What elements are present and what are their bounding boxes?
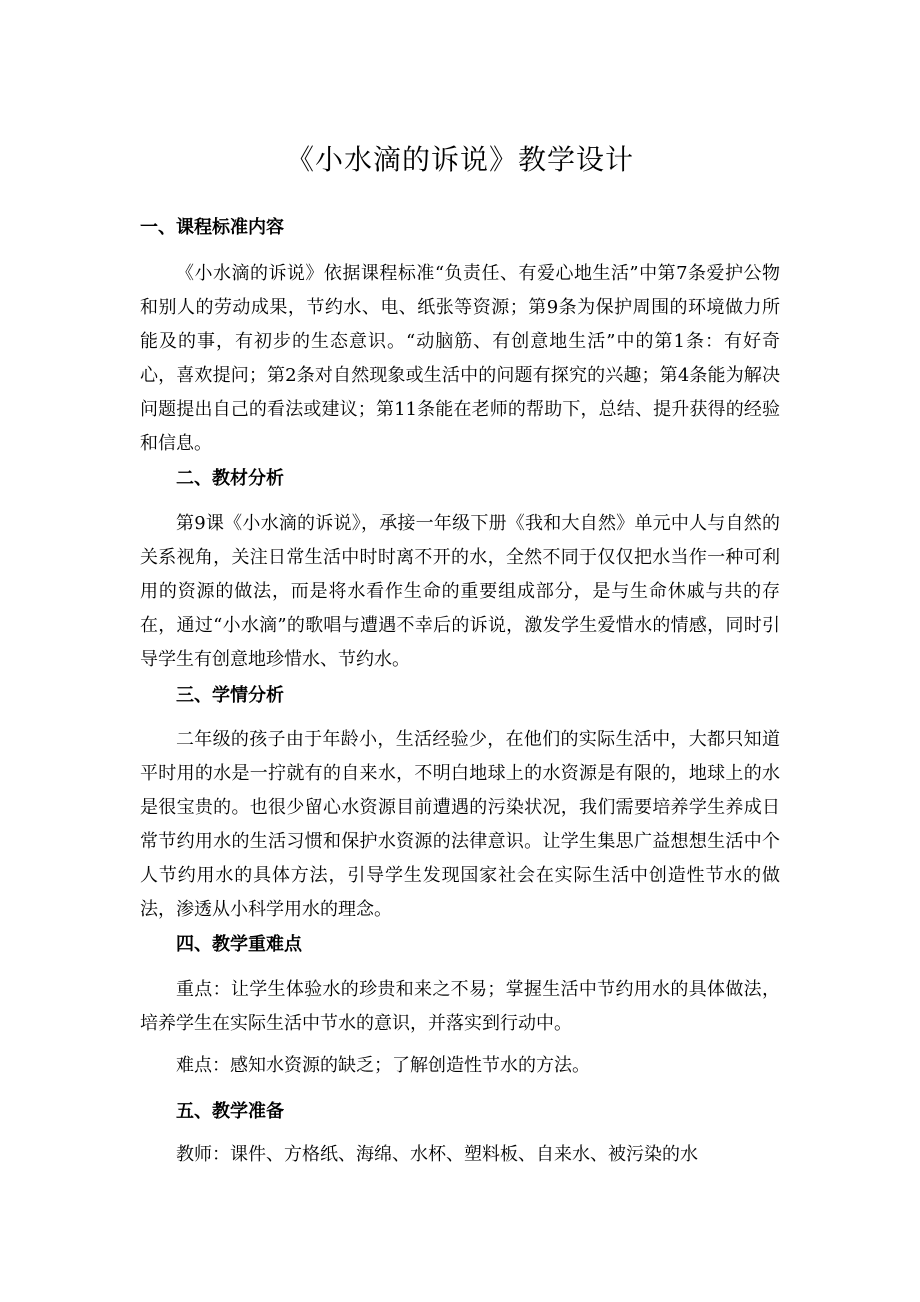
section-heading-standards: 一、课程标准内容 xyxy=(140,217,284,238)
section-heading-student-analysis: 三、学情分析 xyxy=(176,685,284,706)
section-paragraph-difficult-points: 难点：感知水资源的缺乏；了解创造性节水的方法。 xyxy=(176,1055,590,1076)
document-title: 《小水滴的诉说》教学设计 xyxy=(285,143,634,176)
section-heading-key-points: 四、教学重难点 xyxy=(176,934,302,955)
section-heading-preparation: 五、教学准备 xyxy=(176,1101,284,1122)
section-paragraph-student-analysis: 二年级的孩子由于年龄小，生活经验少，在他们的实际生活中，大都只知道平时用的水是一拧就有的自来水，不明白地球上的水资源是有限的，地球上的水是很宝贵的。也很少留心水资源目前遭遇的污染状况，我们需要培养学生养成日常节约用水的生活习惯和保护水资源的法律意识。让学生集思广益想想生活中个人节约用水的具体方法，引导学生发现国家社会在实际生活中创造性节水的做法，渗透从小科学用水的理念。 xyxy=(140,729,780,920)
section-heading-textbook-analysis: 二、教材分析 xyxy=(176,468,284,489)
section-paragraph-textbook-analysis: 第9课《小水滴的诉说》，承接一年级下册《我和大自然》单元中人与自然的关系视角，关注日常生活中时时离不开的水，全然不同于仅仅把水当作一种可利用的资源的做法，而是将水看作生命的重要组成部分，是与生命休戚与共的存在，通过“小水滴”的歌唱与遭遇不幸后的诉说，激发学生爱惜水的情感，同时引导学生有创意地珍惜水、节约水。 xyxy=(140,513,780,670)
section-paragraph-key-points: 重点：让学生体验水的珍贵和来之不易；掌握生活中节约用水的具体做法，培养学生在实际生活中节水的意识，并落实到行动中。 xyxy=(140,979,780,1034)
section-paragraph-preparation: 教师：课件、方格纸、海绵、水杯、塑料板、自来水、被污染的水 xyxy=(176,1144,698,1165)
section-paragraph-standards: 《小水滴的诉说》依据课程标准“负责任、有爱心地生活”中第7条爱护公物和别人的劳动成果，节约水、电、纸张等资源；第9条为保护周围的环境做力所能及的事，有初步的生态意识。“动脑筋、有创意地生活”中的第1条：有好奇心，喜欢提问；第2条对自然现象或生活中的问题有探究的兴趣；第4条能为解决问题提出自己的看法或建议；第11条能在老师的帮助下，总结、提升获得的经验和信息。 xyxy=(140,263,780,454)
